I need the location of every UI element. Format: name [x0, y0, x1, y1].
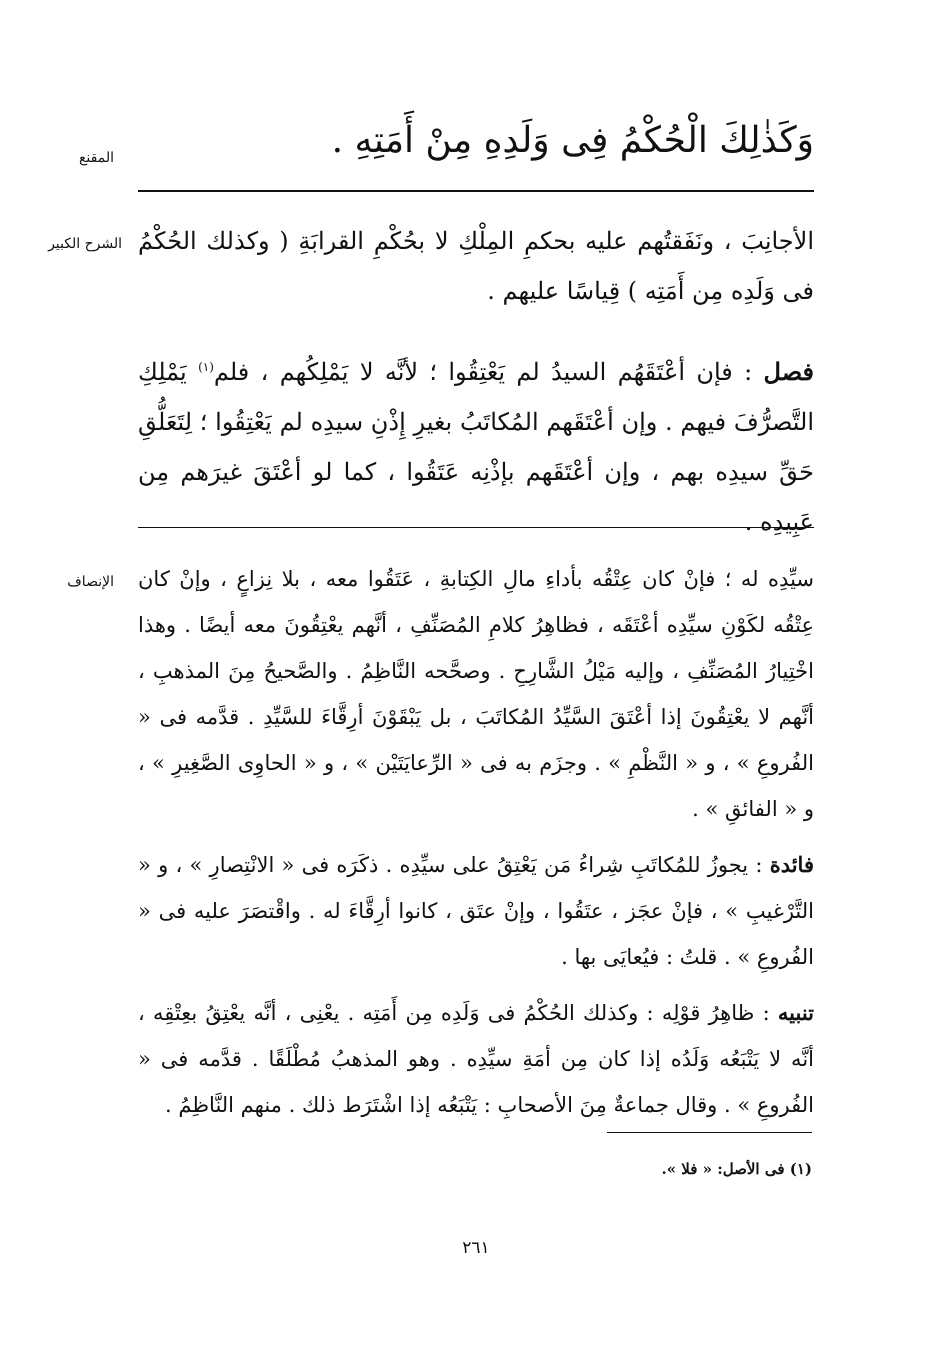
insaf-p2-text: : يجوزُ للمُكاتَبِ شِراءُ مَن يَعْتِقُ على سيِّدِه . ذكَرَه فى « الانْتِصارِ » ، و « التَّرْغيبِ » ، فإنْ عجَز ، عتَقُوا ، وإنْ عتَق ، كانوا أرِقَّاءَ له . واقْتصَرَ عليه فى « الفُروعِ » . قلتُ : فيُعايَى بها .	[138, 853, 814, 969]
matn-text: وَكَذٰلِكَ الْحُكْمُ فِى وَلَدِهِ مِنْ أَمَتِهِ .	[331, 120, 814, 161]
sharh-p2-text-b: يَمْلِكِ التَّصرُّفَ فيهم . وإن أعْتَقَهم المُكاتَبُ بغيرِ إِذْنِ سيدِه لم يَعْتِقُوا ؛ لِتَعَلُّقِ حَقِّ سيدِه بهم ، وإن أعْتَقَهم بإذْنِه عَتَقُوا ، كما لو أعْتَقَ غيرَهم مِن عَبِيدِه .	[138, 358, 814, 536]
footnote-text: (١) فى الأصل: « فلا ».	[661, 1160, 812, 1178]
footnote-marker: (١)	[198, 360, 214, 374]
divider-matn	[138, 190, 814, 192]
insaf-paragraph-3	[138, 990, 814, 1128]
page-number: ٢٦١	[462, 1238, 490, 1258]
side-label-insaf: الإنصاف	[67, 574, 114, 590]
insaf-section	[138, 556, 814, 1128]
insaf-tanbih-heading: تنبيه	[777, 1000, 815, 1025]
sharh-p2-text-a: : فإن أعْتَقَهُم السيدُ لم يَعْتِقُوا ؛ لأنَّه لا يَمْلِكُهم ، فلم	[213, 358, 764, 386]
footnote-divider	[607, 1132, 812, 1133]
side-label-muqni: المقنع	[78, 150, 114, 166]
insaf-faida-heading: فائدة	[769, 852, 814, 877]
divider-sharh	[138, 527, 814, 528]
sharh-paragraph-2	[138, 342, 814, 547]
sharh-fasl-heading: فصل	[763, 357, 814, 386]
side-label-sharh: الشرح الكبير	[48, 236, 122, 252]
sharh-paragraph-1: الأجانِبَ ، ونَفَقتُهم عليه بحكمِ المِلْكِ لا بحُكْمِ القرابَةِ ( وكذلك الحُكْمُ فى وَلَدِه مِن أَمَتِه ) قِياسًا عليهم .	[138, 227, 815, 305]
sharh-section	[138, 216, 814, 547]
insaf-p3-text: : ظاهِرُ قوْلِه : وكذلك الحُكْمُ فى وَلَدِه مِن أَمَتِه . يعْنِى ، أنَّه يعْتِقُ بعِتْقِه ، أنَّه لا يَتْبَعُه وَلَدُه إذا كان مِن أمَةِ سيِّدِه . وهو المذهبُ مُطْلَقًا . قدَّمه فى « الفُروعِ » . وقال جماعةٌ مِنَ الأصحابِ : يَتْبَعُه إذا اشْتَرَط ذلك . منهم النَّاظِمُ .	[138, 1001, 814, 1117]
insaf-paragraph-1: سيِّدِه له ؛ فإنْ كان عِتْقُه بأداءِ مالِ الكِتابةِ ، عَتَقُوا معه ، بلا نِزاعٍ ، وإنْ كان عِتْقُه لكَوْنِ سيِّدِه أعْتَقَه ، فظاهِرُ كلامِ المُصَنِّفِ ، أنَّهم يعْتِقُونَ معه أيضًا . وهذا اخْتِيارُ المُصَنِّفِ ، وإليه مَيْلُ الشَّارِحِ . وصحَّحه النَّاظِمُ . والصَّحيحُ مِنَ المذهبِ ، أنَّهم لا يعْتِقُونَ إذا أعْتَقَ السَّيِّدُ المُكاتَبَ ، بل يَبْقَوْنَ أرِقَّاءَ للسَّيِّدِ . قدَّمه فى « الفُروعِ » ، و « النَّظْمِ » . وجزَم به فى « الرِّعايَتَيْن » ، و « الحاوِى الصَّغِيرِ » ، و « الفائقِ » .	[138, 567, 814, 821]
insaf-paragraph-2	[138, 842, 814, 980]
